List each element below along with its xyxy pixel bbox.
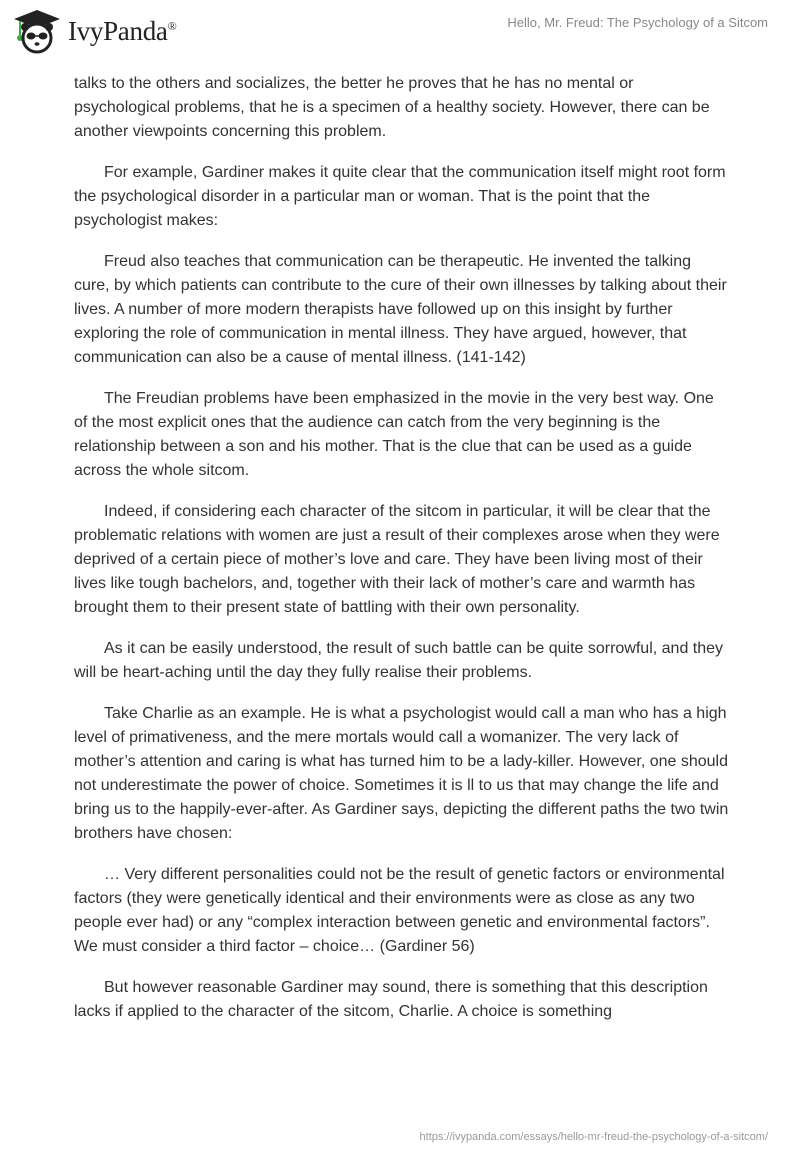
panda-graduate-icon (12, 8, 62, 54)
logo-text: IvyPanda® (68, 15, 177, 46)
block-quote: Freud also teaches that communication can be therapeutic. He invented the talking cure, by which patients can contribute to the cure of their own illnesses by talking about their lives. A number of more modern therapists have followed up on this insight by further exploring the role of communication in mental illness. They have argued, however, that communication can also be a cause of mental illness. (141-142) (74, 253, 727, 366)
ivypanda-logo[interactable] (12, 8, 176, 54)
paragraph: Take Charlie as an example. He is what a psychologist would call a man who has a high level of primativeness, and the mere mortals would call a womanizer. The very lack of mother’s attention and caring is what has turned him to be a lady-killer. However, one should not underestimate the power of choice. Sometimes it is ll to us that may change the life and bring us to the happily-ever-after. As Gardiner says, depicting the different paths the two twin brothers have chosen: (74, 705, 729, 842)
paragraph: Indeed, if considering each character of the sitcom in particular, it will be clear that the problematic relations with women are just a result of their complexes arose when they were deprived of a certain piece of mother’s love and care. They have been living most of their lives like tough bachelors, and, together with their lack of mother’s care and warmth has brought them to their present state of battling with their own personality. (74, 503, 720, 616)
page-header (0, 0, 800, 60)
block-quote: … Very different personalities could not be the result of genetic factors or environmental factors (they were genetically identical and their environments were as close as any two people ever had) or any “complex interaction between genetic and environmental factors”. We must consider a third factor – choice… (Gardiner 56) (74, 866, 725, 955)
essay-body (74, 72, 730, 1041)
paragraph: talks to the others and socializes, the better he proves that he has no mental or psychological problems, that he is a specimen of a healthy society. However, there can be another viewpoints concerning this problem. (74, 75, 710, 140)
paragraph: As it can be easily understood, the result of such battle can be quite sorrowful, and they will be heart-aching until the day they fully realise their problems. (74, 640, 724, 681)
paragraph: But however reasonable Gardiner may sound, there is something that this description lacks if applied to the character of the sitcom, Charlie. A choice is something (74, 979, 708, 1020)
document-title: Hello, Mr. Freud: The Psychology of a Sitcom (507, 15, 768, 30)
paragraph: The Freudian problems have been emphasized in the movie in the very best way. One of the most explicit ones that the audience can catch from the very beginning is the relationship between a son and his mother. That is the clue that can be used as a guide across the whole sitcom. (74, 390, 714, 479)
paragraph: For example, Gardiner makes it quite clear that the communication itself might root form the psychological disorder in a particular man or woman. That is the point that the psychologist makes: (74, 164, 726, 229)
source-url[interactable]: https://ivypanda.com/essays/hello-mr-freud-the-psychology-of-a-sitcom/ (419, 1131, 768, 1143)
